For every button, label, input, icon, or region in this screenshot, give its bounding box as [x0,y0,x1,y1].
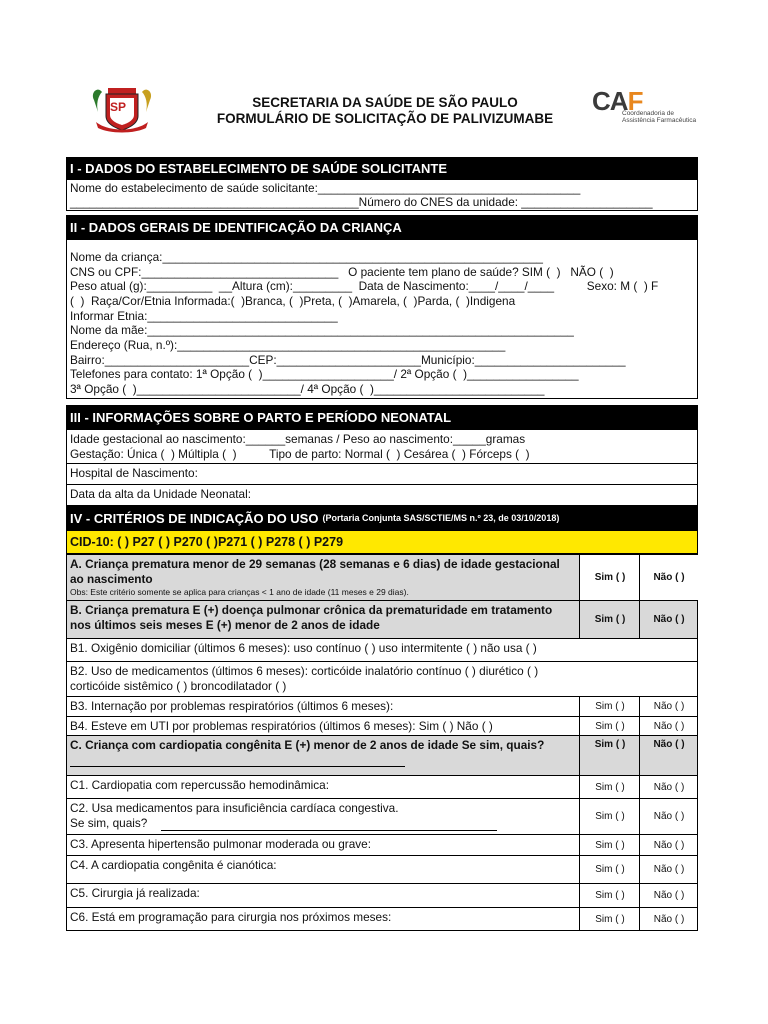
birth-hospital-row [66,463,698,485]
criterion-a-label: A. Criança prematura menor de 29 semanas (28 semanas e 6 dias) de idade gestacional ao nascimento [70,557,560,586]
criterion-c2-nao[interactable]: Não ( ) [639,799,698,834]
criterion-c4-nao[interactable]: Não ( ) [639,856,698,883]
criterion-c3-text: C3. Apresenta hipertensão pulmonar moderada ou grave: [70,837,372,851]
criterion-b1-text[interactable]: B1. Oxigênio domiciliar (últimos 6 meses): uso contínuo ( ) uso intermitente ( ) não usa ( ) [70,641,537,655]
section-3-header: III - INFORMAÇÕES SOBRE O PARTO E PERÍODO NEONATAL [66,405,698,429]
criterion-b-text: B. Criança prematura E (+) doença pulmonar crônica da prematuridade em tratamento nos últimos seis meses E (+) menor de 2 anos de idade [70,603,553,632]
criterion-c2-label: C2. Usa medicamentos para insuficiência cardíaca congestiva. [70,801,399,815]
criterion-c-row [66,735,698,776]
caf-sub-line-2: Assistência Farmacêutica [622,117,697,124]
criterion-b4-text: B4. Esteve em UTI por problemas respiratórios (últimos 6 meses): Sim ( ) Não ( ) [70,719,493,733]
criterion-b1-row [66,638,698,662]
caf-logo: CAF [592,86,643,116]
section-4-note: (Portaria Conjunta SAS/SCTIE/MS n.º 23, de 03/10/2018) [322,513,560,523]
cid-10-row[interactable]: CID-10: ( ) P27 ( ) P270 ( )P271 ( ) P278 ( ) P279 [66,530,698,554]
document-header [190,95,580,127]
birth-hospital-field[interactable]: Hospital de Nascimento: [70,466,198,480]
criterion-c6-text: C6. Está em programação para cirurgia nos próximos meses: [70,910,392,924]
caf-sub-line-1: Coordenadoria de [622,110,675,117]
neonatal-discharge-field[interactable]: Data da alta da Unidade Neonatal: [70,487,252,501]
criterion-c6-row [66,907,698,931]
criterion-b2-row [66,661,698,697]
criterion-c1-sim[interactable]: Sim ( ) [579,776,640,798]
section-2-body [66,239,698,399]
header-line-2: FORMULÁRIO DE SOLICITAÇÃO DE PALIVIZUMABE [216,111,554,126]
criterion-b2-text[interactable]: B2. Uso de medicamentos (últimos 6 meses): corticóide inalatório contínuo ( ) diurético ( ) corticóide sistêmico ( ) broncodilatador ( ) [70,664,539,693]
address-field[interactable]: Endereço (Rua, n.º):__________________________________________________ [70,338,506,352]
criterion-b3-row [66,696,698,717]
criterion-c5-row [66,883,698,908]
criterion-c2-row [66,798,698,835]
criterion-b3-sim[interactable]: Sim ( ) [579,697,640,716]
ethnicity-field[interactable]: Informar Etnia:_____________________________ [70,309,338,323]
criterion-a-obs: Obs: Este critério somente se aplica para crianças < 1 ano de idade (11 meses e 29 dias). [70,587,409,597]
header-line-1: SECRETARIA DA SAÚDE DE SÃO PAULO [252,95,518,110]
criterion-c3-sim[interactable]: Sim ( ) [579,835,640,855]
criterion-b-sim[interactable]: Sim ( ) [579,601,640,638]
cnes-number-field[interactable]: ____________________________________________Número do CNES da unidade: ____________________ [70,195,653,209]
criterion-c2-text [67,799,579,834]
criterion-c5-text: C5. Cirurgia já realizada: [70,886,200,900]
criterion-b4-row [66,716,698,736]
criterion-c2-answer-line[interactable] [161,830,497,831]
criterion-c-nao[interactable]: Não ( ) [639,736,698,775]
race-ethnicity-field[interactable]: ( ) Raça/Cor/Etnia Informada:( )Branca, ( )Preta, ( )Amarela, ( )Parda, ( )Indigena [70,294,516,308]
section-3-gestation [66,429,698,464]
criterion-c5-nao[interactable]: Não ( ) [639,884,698,907]
phone-options-3-4-field[interactable]: 3ª Opção ( )_________________________/ 4ª Opção ( )__________________________ [70,382,545,396]
criterion-a-nao[interactable]: Não ( ) [639,555,698,600]
sp-logo-text: SP [110,100,127,114]
criterion-c-text: C. Criança com cardiopatia congênita E (+) menor de 2 anos de idade Se sim, quais? [70,738,545,752]
criterion-c1-text: C1. Cardiopatia com repercussão hemodinâmica: [70,778,330,792]
criterion-c4-sim[interactable]: Sim ( ) [579,856,640,883]
criterion-c1-nao[interactable]: Não ( ) [639,776,698,798]
section-4-header [66,506,698,530]
cns-cpf-field[interactable]: CNS ou CPF:______________________________ O paciente tem plano de saúde? SIM ( ) NÃO ( ) [70,265,614,279]
criterion-c3-nao[interactable]: Não ( ) [639,835,698,855]
criterion-b-row [66,600,698,639]
criterion-c5-sim[interactable]: Sim ( ) [579,884,640,907]
criterion-c1-row [66,775,698,799]
criterion-c-sim[interactable]: Sim ( ) [579,736,640,775]
gestational-age-field[interactable]: Idade gestacional ao nascimento:______semanas / Peso ao nascimento:_____gramas [70,432,526,446]
section-1-body [66,179,698,211]
section-2-header: II - DADOS GERAIS DE IDENTIFICAÇÃO DA CRIANÇA [66,215,698,239]
criterion-c2-sub: Se sim, quais? [70,816,148,830]
criterion-c6-sim[interactable]: Sim ( ) [579,908,640,930]
criterion-b-nao[interactable]: Não ( ) [639,601,698,638]
criterion-a-text [67,555,579,600]
criterion-b3-text: B3. Internação por problemas respiratórios (últimos 6 meses): [70,699,394,713]
gestation-type-field[interactable]: Gestação: Única ( ) Múltipla ( ) Tipo de parto: Normal ( ) Cesárea ( ) Fórceps ( ) [70,447,530,461]
criterion-c6-nao[interactable]: Não ( ) [639,908,698,930]
section-1-header: I - DADOS DO ESTABELECIMENTO DE SAÚDE SOLICITANTE [66,157,698,179]
criterion-c-answer-line[interactable] [70,766,405,767]
caf-subtitle [622,110,696,124]
criterion-c4-text: C4. A cardiopatia congênita é cianótica: [70,858,277,872]
criterion-c3-row [66,834,698,856]
child-name-field[interactable]: Nome da criança:__________________________________________________________ [70,250,543,264]
mother-name-field[interactable]: Nome da mãe:_________________________________________________________________ [70,323,574,337]
phone-options-1-2-field[interactable]: Telefones para contato: 1ª Opção ( )____________________/ 2ª Opção ( )_________________ [70,367,579,381]
neighborhood-cep-city-field[interactable]: Bairro:______________________CEP:______________________Município:_______________________ [70,353,626,367]
criterion-b4-nao[interactable]: Não ( ) [639,717,698,735]
criterion-a-sim[interactable]: Sim ( ) [579,555,640,600]
criterion-c4-row [66,855,698,884]
establishment-name-field[interactable]: Nome do estabelecimento de saúde solicitante:________________________________________ [70,181,581,195]
section-4-title: IV - CRITÉRIOS DE INDICAÇÃO DO USO [70,510,319,526]
criterion-b4-sim[interactable]: Sim ( ) [579,717,640,735]
criterion-c2-sim[interactable]: Sim ( ) [579,799,640,834]
weight-height-birth-field[interactable]: Peso atual (g):__________ __Altura (cm):_________ Data de Nascimento:____/____/____ Sexo: M ( ) F [70,279,659,293]
criterion-b3-nao[interactable]: Não ( ) [639,697,698,716]
criterion-a-row [66,554,698,601]
neonatal-discharge-row [66,484,698,506]
